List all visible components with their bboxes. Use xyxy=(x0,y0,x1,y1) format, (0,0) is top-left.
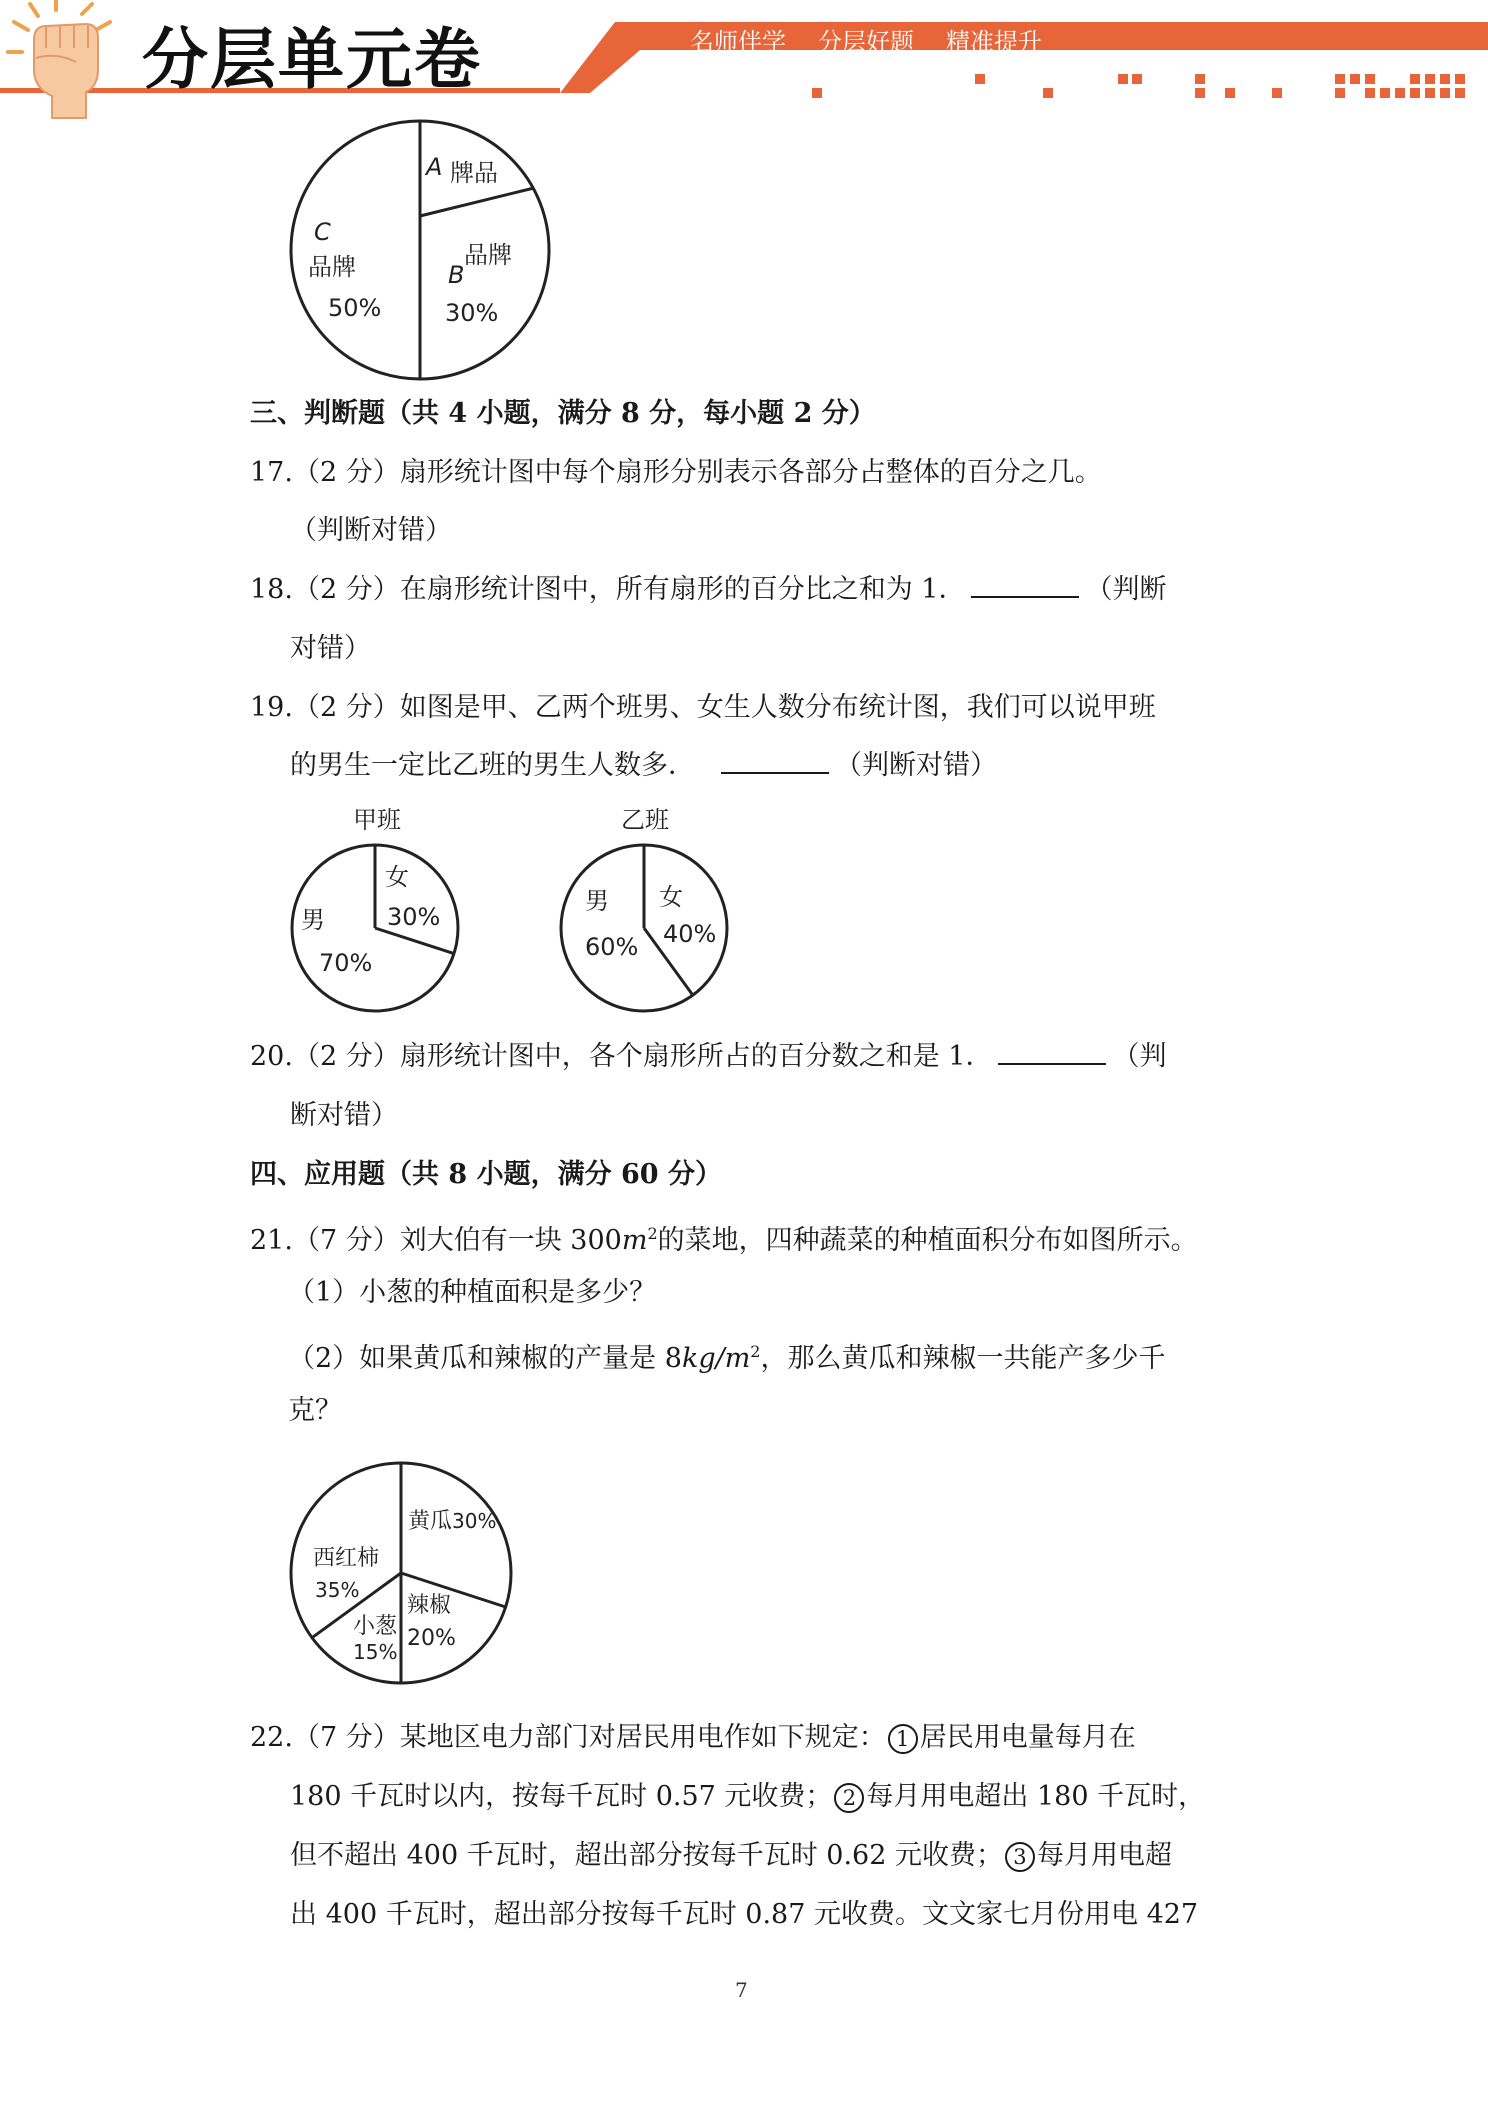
brand-c-letter: C xyxy=(314,218,331,246)
class-b-girl-percent: 40% xyxy=(663,920,717,948)
q21-sub-2 xyxy=(288,1334,1165,1377)
q19-line-2 xyxy=(290,748,997,784)
class-a-girl-label: 女 xyxy=(385,863,409,891)
q21-sub2-sup: 2 xyxy=(750,1342,761,1361)
q21-sub2-post: ，那么黄瓜和辣椒一共能产多少千 xyxy=(760,1343,1166,1374)
q18-answer-blank[interactable] xyxy=(971,574,1079,598)
class-a-title: 甲班 xyxy=(353,806,401,834)
q17-line-2: （判断对错） xyxy=(290,515,452,546)
q19-text: 的男生一定比乙班的男生人数多． xyxy=(290,750,695,781)
decorative-dots xyxy=(812,74,1465,98)
q19-answer-blank[interactable] xyxy=(721,750,829,774)
brand-b-letter: B xyxy=(448,261,465,289)
q22-line-4: 出 400 千瓦时，超出部分按每千瓦时 0.87 元收费。文文家七月份用电 427 xyxy=(290,1899,1199,1930)
q18-line-2: 对错） xyxy=(290,633,371,664)
q21-sub2-pre: （2）如果黄瓜和辣椒的产量是 8 xyxy=(288,1343,682,1374)
q18-text: 18.（2 分）在扇形统计图中，所有扇形的百分比之和为 1． xyxy=(250,574,966,605)
q21-line-1 xyxy=(250,1216,1198,1259)
q19-suffix: （判断对错） xyxy=(835,750,997,781)
class-b-boy-percent: 60% xyxy=(585,933,639,961)
brand-title: 分层单元卷 xyxy=(142,21,482,98)
brand-pie-chart xyxy=(280,115,560,385)
veg-slice-label-cucumber: 黄瓜 xyxy=(408,1509,453,1534)
q21-sub-2-line-2: 克？ xyxy=(288,1395,342,1426)
q22-line3-post: 每月用电超 xyxy=(1036,1840,1172,1871)
q21-text-pre: 21.（7 分）刘大伯有一块 300 xyxy=(250,1225,622,1256)
veg-slice-percent-pepper: 20% xyxy=(407,1626,456,1651)
page-header xyxy=(0,0,1488,125)
vegetable-pie-chart xyxy=(285,1455,525,1695)
q21-unit-sup: 2 xyxy=(647,1224,658,1243)
brand-b-percent: 30% xyxy=(445,299,499,327)
q22-line2-pre: 180 千瓦时以内，按每千瓦时 0.57 元收费； xyxy=(290,1781,833,1812)
class-b-pie xyxy=(561,806,727,1011)
q20-text: 20.（2 分）扇形统计图中，各个扇形所占的百分数之和是 1． xyxy=(250,1041,993,1072)
q21-sub-1: （1）小葱的种植面积是多少？ xyxy=(288,1277,657,1308)
brand-b-label: 品牌 xyxy=(464,241,512,269)
q21-text-post: 的菜地，四种蔬菜的种植面积分布如图所示。 xyxy=(657,1225,1198,1256)
q22-line2-post: 每月用电超出 180 千瓦时， xyxy=(866,1781,1206,1812)
q22-line1-pre: 22.（7 分）某地区电力部门对居民用电作如下规定： xyxy=(250,1722,886,1753)
veg-slice-percent-cucumber: 30% xyxy=(452,1509,497,1533)
fist-logo-icon xyxy=(8,0,110,118)
q22-line-2 xyxy=(290,1779,1205,1815)
slogan-2: 分层好题 xyxy=(818,28,914,56)
q22-line1-post: 居民用电量每月在 xyxy=(919,1722,1136,1753)
q20-answer-blank[interactable] xyxy=(998,1041,1106,1065)
class-b-boy-label: 男 xyxy=(585,887,609,915)
q21-unit: m xyxy=(621,1225,648,1256)
q18-line-1 xyxy=(250,572,1166,608)
q22-circled-2: 2 xyxy=(834,1783,864,1813)
veg-slice-percent-tomato: 35% xyxy=(315,1578,360,1602)
class-a-pie xyxy=(292,806,458,1011)
class-b-title: 乙班 xyxy=(621,806,669,834)
q20-suffix: （判 xyxy=(1112,1041,1167,1072)
class-b-girl-label: 女 xyxy=(659,883,683,911)
q22-line-1 xyxy=(250,1720,1136,1756)
brand-a-label: 牌品 xyxy=(450,159,498,187)
section-3-heading: 三、判断题（共 4 小题，满分 8 分，每小题 2 分） xyxy=(250,398,876,429)
q20-line-1 xyxy=(250,1039,1166,1075)
page-number: 7 xyxy=(735,1978,748,2002)
q20-line-2: 断对错） xyxy=(290,1100,398,1131)
q21-sub2-unit: kg/m xyxy=(681,1343,751,1374)
class-a-boy-label: 男 xyxy=(301,906,325,934)
q19-line-1: 19.（2 分）如图是甲、乙两个班男、女生人数分布统计图，我们可以说甲班 xyxy=(250,692,1156,723)
class-a-boy-percent: 70% xyxy=(319,949,373,977)
class-pie-charts xyxy=(285,795,745,1020)
q17-line-1: 17.（2 分）扇形统计图中每个扇形分别表示各部分占整体的百分之几。 xyxy=(250,457,1102,488)
brand-c-percent: 50% xyxy=(328,294,382,322)
section-4-heading: 四、应用题（共 8 小题，满分 60 分） xyxy=(250,1159,722,1190)
veg-slice-label-pepper: 辣椒 xyxy=(407,1593,452,1618)
slogan-3: 精准提升 xyxy=(946,28,1042,56)
slogan-1: 名师伴学 xyxy=(690,28,786,56)
veg-slice-label-scallion: 小葱 xyxy=(353,1614,398,1639)
brand-c-label: 品牌 xyxy=(308,253,356,281)
q22-circled-3: 3 xyxy=(1005,1842,1035,1872)
q18-suffix: （判断 xyxy=(1085,574,1167,605)
veg-slice-percent-scallion: 15% xyxy=(353,1640,398,1664)
q22-line3-pre: 但不超出 400 千瓦时，超出部分按每千瓦时 0.62 元收费； xyxy=(290,1840,1003,1871)
class-a-girl-percent: 30% xyxy=(387,903,441,931)
veg-slice-label-tomato: 西红柿 xyxy=(313,1546,380,1571)
q22-line-3 xyxy=(290,1838,1172,1874)
q22-circled-1: 1 xyxy=(888,1724,918,1754)
brand-a-letter: A xyxy=(426,153,443,181)
